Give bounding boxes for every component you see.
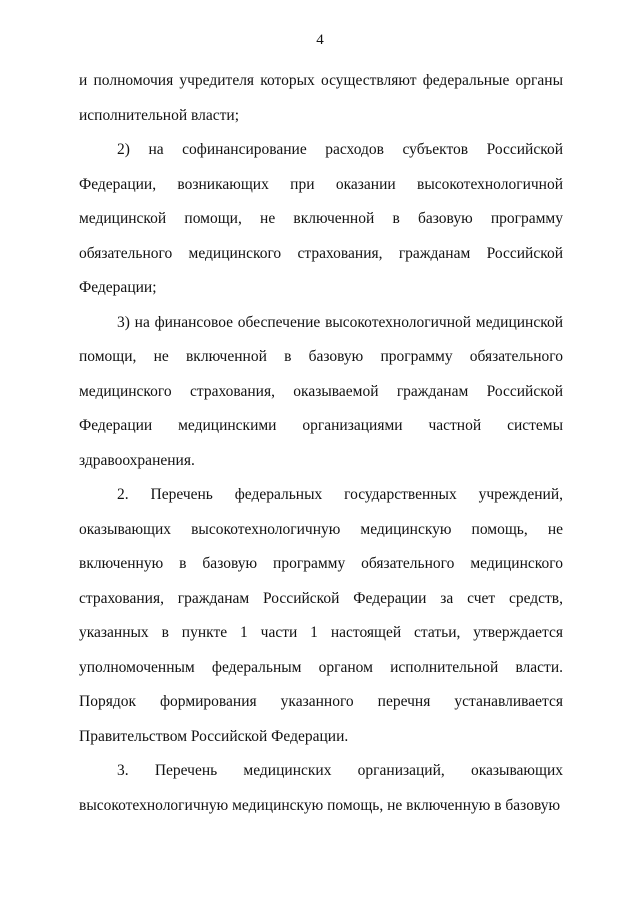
paragraph-item-2: 2) на софинансирование расходов субъектов Российской Федерации, возникающих при оказании высокотехнологичной медицинской помощи, не включенной в базовую программу обязательного медицинского страхования, гражданам Российской Федерации;	[79, 141, 563, 296]
paragraph-continuation: и полномочия учредителя которых осуществляют федеральные органы исполнительной власти;	[79, 72, 563, 124]
page-number: 4	[316, 32, 324, 48]
document-body	[79, 64, 563, 823]
paragraph-item-3: 3) на финансовое обеспечение высокотехнологичной медицинской помощи, не включенной в базовую программу обязательного медицинского страхования, оказываемой гражданам Российской Федерации медицинскими организациями частной системы здравоохранения.	[79, 313, 563, 469]
paragraph-section-3: 3. Перечень медицинских организаций, оказывающих высокотехнологичную медицинскую помощь, не включенную в базовую	[79, 762, 563, 814]
paragraph-section-2: 2. Перечень федеральных государственных учреждений, оказывающих высокотехнологичную медицинскую помощь, не включенную в базовую программу обязательного медицинского страхования, гражданам Российской Федерации за счет средств, указанных в пункте 1 части 1 настоящей статьи, утверждается уполномоченным федеральным органом исполнительной власти. Порядок формирования указанного перечня устанавливается Правительством Российской Федерации.	[79, 486, 563, 745]
